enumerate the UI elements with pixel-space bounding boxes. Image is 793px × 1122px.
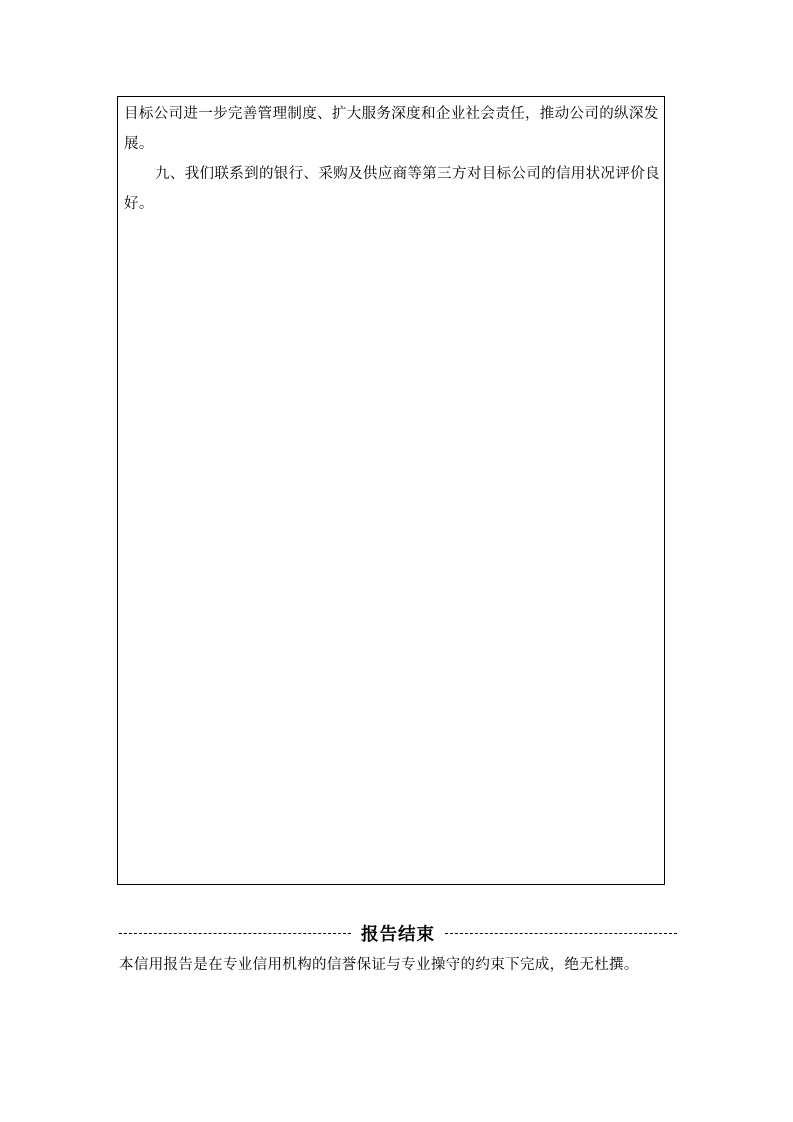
report-end-divider	[119, 920, 677, 946]
report-end-title: 报告结束	[361, 924, 435, 945]
report-disclaimer: 本信用报告是在专业信用机构的信誉保证与专业操守的约束下完成，绝无杜撰。	[119, 957, 639, 973]
report-content-box	[117, 96, 665, 885]
report-paragraph: 目标公司进一步完善管理制度、扩大服务深度和企业社会责任，推动公司的纵深发展。	[124, 106, 659, 152]
report-paragraph-nine: 九、我们联系到的银行、采购及供应商等第三方对目标公司的信用状况评价良好。	[124, 166, 660, 212]
dashed-rule-left	[119, 933, 351, 934]
dashed-rule-right	[445, 933, 677, 934]
